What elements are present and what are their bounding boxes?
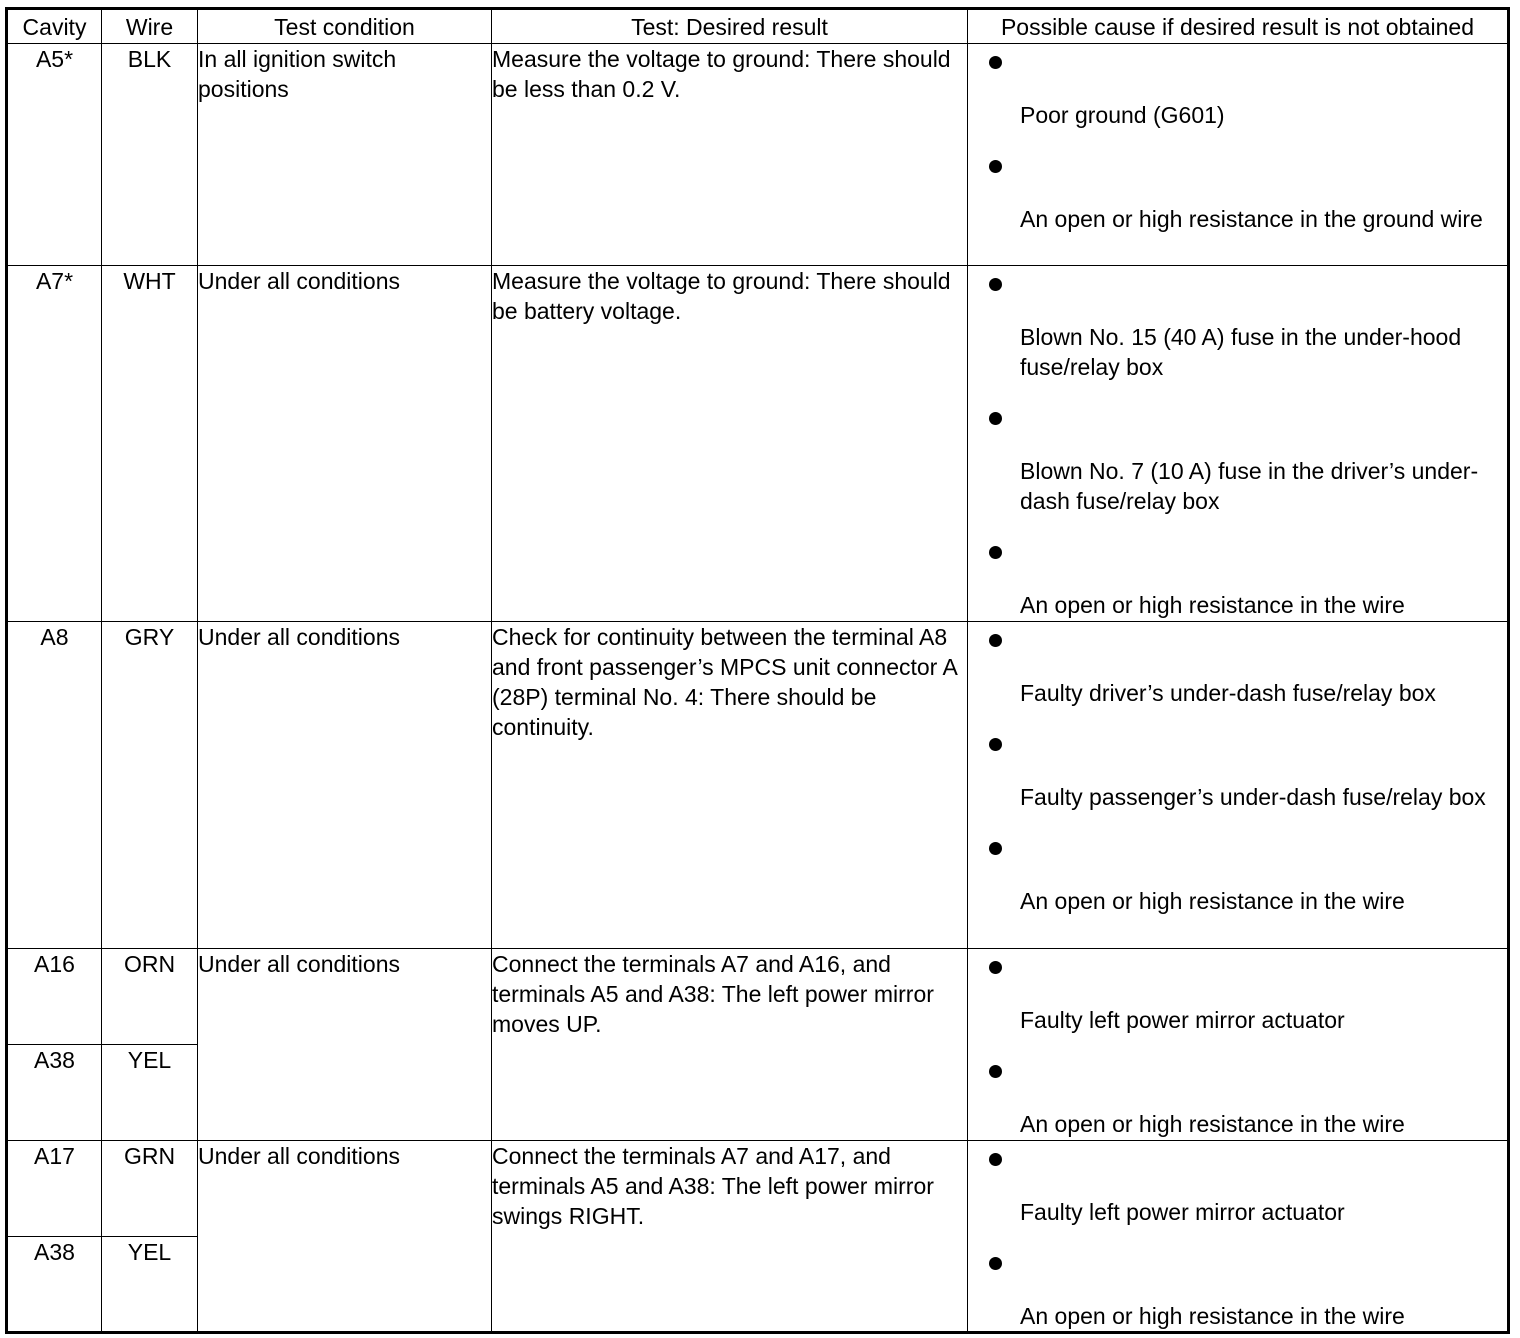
table-row — [7, 44, 1509, 266]
result-cell: Measure the voltage to ground: There should be less than 0.2 V. — [492, 44, 968, 266]
condition-cell: Under all conditions — [198, 949, 492, 1141]
bullet-icon — [989, 412, 1002, 425]
header-row — [7, 9, 1509, 44]
cause-list — [968, 1141, 1507, 1331]
result-cell: Check for continuity between the terminal A8 and front passenger’s MPCS unit connector A (28P) terminal No. 4: There should be continuity. — [492, 622, 968, 949]
bullet-icon — [989, 1065, 1002, 1078]
bullet-icon — [989, 1153, 1002, 1166]
condition-cell: Under all conditions — [198, 1141, 492, 1333]
bullet-icon — [989, 961, 1002, 974]
cause-cell — [968, 1141, 1509, 1333]
bullet-icon — [989, 634, 1002, 647]
cavity-cell: A16 — [7, 949, 102, 1045]
bullet-icon — [989, 160, 1002, 173]
wire-cell: GRN — [102, 1141, 198, 1237]
cause-item: An open or high resistance in the wire — [968, 534, 1507, 620]
cause-item: An open or high resistance in the wire — [968, 1245, 1507, 1331]
result-cell: Connect the terminals A7 and A16, and terminals A5 and A38: The left power mirror moves UP. — [492, 949, 968, 1141]
cause-cell — [968, 622, 1509, 949]
wire-cell: BLK — [102, 44, 198, 266]
cavity-cell: A5* — [7, 44, 102, 266]
table-row — [7, 266, 1509, 622]
condition-cell: Under all conditions — [198, 622, 492, 949]
connector-test-table — [5, 7, 1510, 1334]
cause-list — [968, 44, 1507, 234]
cavity-cell: A8 — [7, 622, 102, 949]
bullet-icon — [989, 546, 1002, 559]
cause-item: Blown No. 15 (40 A) fuse in the under-hood fuse/relay box — [968, 266, 1507, 400]
bullet-icon — [989, 842, 1002, 855]
result-cell: Connect the terminals A7 and A17, and terminals A5 and A38: The left power mirror swings RIGHT. — [492, 1141, 968, 1333]
header-possible-cause: Possible cause if desired result is not obtained — [968, 9, 1509, 44]
cause-list — [968, 622, 1507, 916]
cause-item: Faulty left power mirror actuator — [968, 1141, 1507, 1245]
wire-cell: GRY — [102, 622, 198, 949]
cause-item: An open or high resistance in the wire — [968, 1053, 1507, 1139]
header-desired-result: Test: Desired result — [492, 9, 968, 44]
cause-cell — [968, 266, 1509, 622]
cause-item: An open or high resistance in the wire — [968, 830, 1507, 916]
result-cell: Measure the voltage to ground: There should be battery voltage. — [492, 266, 968, 622]
wire-cell: YEL — [102, 1237, 198, 1333]
cavity-cell: A38 — [7, 1045, 102, 1141]
bullet-icon — [989, 1257, 1002, 1270]
table-row — [7, 949, 1509, 1045]
cause-item: Faulty passenger’s under-dash fuse/relay box — [968, 726, 1507, 830]
wire-cell: ORN — [102, 949, 198, 1045]
cause-list — [968, 266, 1507, 620]
wire-cell: YEL — [102, 1045, 198, 1141]
cause-item: Faulty left power mirror actuator — [968, 949, 1507, 1053]
condition-cell: Under all conditions — [198, 266, 492, 622]
header-cavity: Cavity — [7, 9, 102, 44]
bullet-icon — [989, 278, 1002, 291]
bullet-icon — [989, 56, 1002, 69]
cause-item: Poor ground (G601) — [968, 44, 1507, 148]
cause-item: An open or high resistance in the ground wire — [968, 148, 1507, 234]
cause-item: Blown No. 7 (10 A) fuse in the driver’s under-dash fuse/relay box — [968, 400, 1507, 534]
cause-cell — [968, 44, 1509, 266]
cause-list — [968, 949, 1507, 1139]
header-test-condition: Test condition — [198, 9, 492, 44]
bullet-icon — [989, 738, 1002, 751]
cavity-cell: A38 — [7, 1237, 102, 1333]
cause-item: Faulty driver’s under-dash fuse/relay box — [968, 622, 1507, 726]
cause-cell — [968, 949, 1509, 1141]
cavity-cell: A7* — [7, 266, 102, 622]
wire-cell: WHT — [102, 266, 198, 622]
table-row — [7, 622, 1509, 949]
condition-cell: In all ignition switch positions — [198, 44, 492, 266]
header-wire: Wire — [102, 9, 198, 44]
table-row — [7, 1141, 1509, 1237]
cavity-cell: A17 — [7, 1141, 102, 1237]
